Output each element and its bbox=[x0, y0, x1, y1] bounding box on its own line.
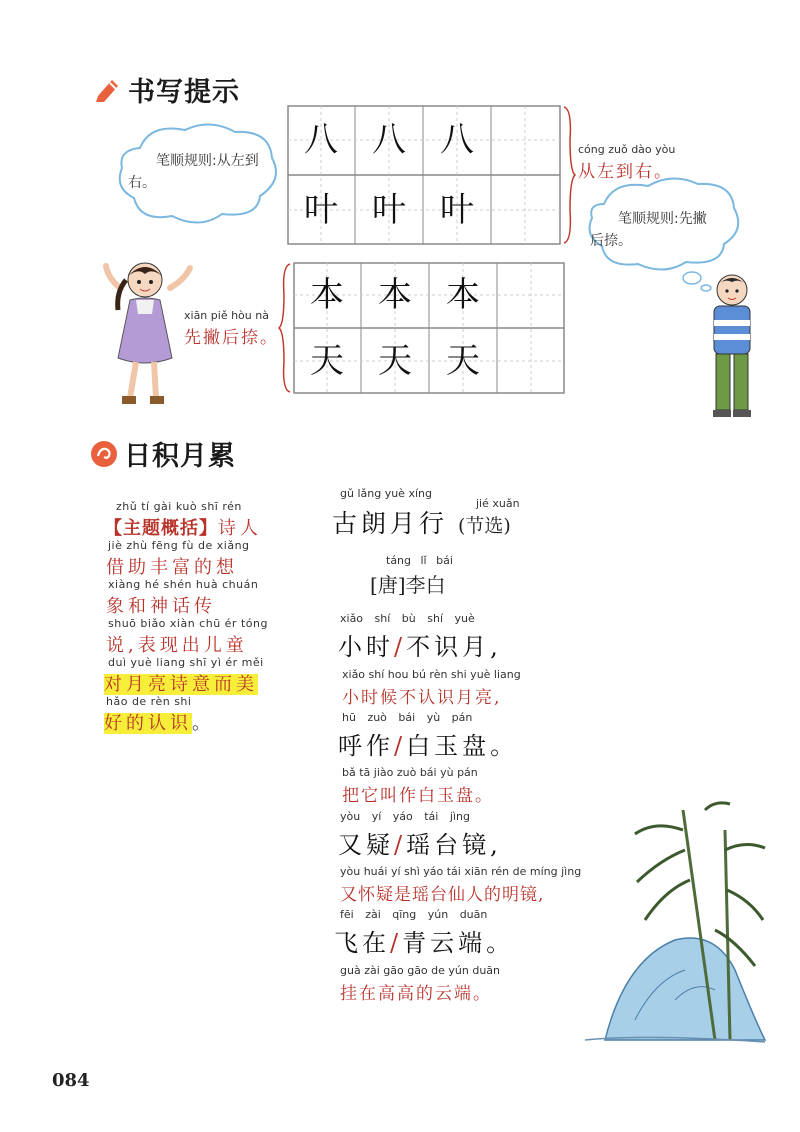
poem-translation: 小时候不认识月亮, bbox=[342, 688, 502, 708]
summary-label: 【主题概括】 bbox=[104, 518, 218, 539]
summary-text: 诗人 bbox=[218, 518, 262, 539]
grid-char: 八 bbox=[440, 120, 474, 160]
bamboo-illustration bbox=[565, 790, 770, 1050]
summary-pinyin: xiàng hé shén huà chuán bbox=[108, 578, 259, 591]
grid-char: 本 bbox=[310, 275, 344, 315]
grid-char: 天 bbox=[378, 341, 412, 381]
bubble-right-text: 笔顺规则:先撇后捺。 bbox=[590, 211, 707, 249]
translation-pinyin: xiǎo shí hou bú rèn shi yuè liang bbox=[342, 668, 521, 681]
pencil-icon bbox=[94, 74, 124, 104]
annotation-bottom-pinyin: xiān piě hòu nà bbox=[184, 309, 269, 322]
poem-line-part: 小时 bbox=[338, 633, 394, 661]
summary-text: 说,表现出儿童 bbox=[106, 635, 248, 656]
grid-char: 天 bbox=[446, 341, 480, 381]
summary-pinyin: shuō biǎo xiàn chū ér tóng bbox=[108, 617, 268, 630]
summary-text: 借助丰富的想 bbox=[106, 557, 238, 578]
writing-grid-top bbox=[287, 105, 561, 245]
poem-title: 古朗月行 bbox=[332, 509, 449, 538]
caesura-mark: / bbox=[394, 732, 407, 760]
poem-line-pinyin: xiǎo shí bù shí yuè bbox=[340, 612, 475, 625]
brace-left bbox=[278, 262, 292, 394]
poem-author: [唐]李白 bbox=[370, 573, 446, 597]
poem-line-pinyin: yòu yí yáo tái jìng bbox=[340, 810, 470, 823]
summary-pinyin: jiè zhù fēng fù de xiǎng bbox=[108, 539, 250, 552]
grid-char: 天 bbox=[310, 341, 344, 381]
bubble-left-text: 笔顺规则:从左到右。 bbox=[128, 153, 259, 191]
poem-translation: 又怀疑是瑶台仙人的明镜, bbox=[340, 885, 545, 905]
annotation-bottom: 先撇后捺。 bbox=[184, 328, 279, 348]
poem-line-pinyin: hū zuò bái yù pán bbox=[342, 711, 473, 724]
brace-right bbox=[562, 105, 576, 245]
summary-text-highlight: 对月亮诗意而美 bbox=[104, 674, 258, 695]
poem-translation: 挂在高高的云端。 bbox=[340, 984, 492, 1004]
poem-excerpt-pinyin: jié xuǎn bbox=[476, 497, 520, 510]
poem-author-pinyin: táng lǐ bái bbox=[386, 554, 453, 567]
grid-char: 八 bbox=[304, 120, 338, 160]
summary-text: 象和神话传 bbox=[106, 596, 216, 617]
caesura-mark: / bbox=[390, 929, 403, 957]
summary-pinyin: zhǔ tí gài kuò shī rén bbox=[116, 500, 242, 513]
girl-illustration bbox=[100, 258, 195, 418]
swirl-icon bbox=[90, 440, 118, 468]
page-number: 084 bbox=[52, 1070, 90, 1091]
translation-pinyin: yòu huái yí shì yáo tái xiān rén de míng jìng bbox=[340, 865, 582, 878]
summary-end: 。 bbox=[192, 713, 214, 734]
translation-pinyin: bǎ tā jiào zuò bái yù pán bbox=[342, 766, 478, 779]
writing-grid-bottom bbox=[293, 262, 565, 394]
translation-pinyin: guà zài gāo gāo de yún duān bbox=[340, 964, 501, 977]
grid-char: 叶 bbox=[440, 190, 474, 230]
poem-line-part: 呼作 bbox=[338, 732, 394, 760]
poem-line bbox=[338, 627, 502, 662]
poem-line-part: 白玉盘。 bbox=[406, 732, 519, 760]
grid-char: 叶 bbox=[304, 190, 338, 230]
grid-char: 八 bbox=[372, 120, 406, 160]
summary-pinyin: duì yuè liang shī yì ér měi bbox=[108, 656, 264, 669]
poem-line-part: 又疑 bbox=[338, 831, 394, 859]
grid-char: 本 bbox=[378, 275, 412, 315]
annotation-top-pinyin: cóng zuǒ dào yòu bbox=[578, 143, 676, 156]
poem-line-part: 不识月, bbox=[406, 633, 502, 661]
poem-line-part: 青云端。 bbox=[402, 929, 515, 957]
poem-line-part: 瑶台镜, bbox=[406, 831, 502, 859]
poem-line-pinyin: fēi zài qīng yún duān bbox=[340, 908, 488, 921]
poem-line bbox=[334, 923, 514, 958]
summary-pinyin: hǎo de rèn shi bbox=[106, 695, 192, 708]
grid-char: 叶 bbox=[372, 190, 406, 230]
boy-illustration bbox=[700, 270, 765, 422]
poem-translation: 把它叫作白玉盘。 bbox=[342, 786, 494, 806]
caesura-mark: / bbox=[394, 831, 407, 859]
summary-text-highlight: 好的认识 bbox=[104, 713, 192, 734]
poem-line bbox=[338, 825, 502, 860]
poem-title-pinyin: gǔ lǎng yuè xíng bbox=[340, 487, 432, 500]
section-title-writing: 书写提示 bbox=[128, 77, 240, 108]
annotation-top: 从左到右。 bbox=[578, 162, 673, 182]
poem-line bbox=[338, 726, 518, 761]
caesura-mark: / bbox=[394, 633, 407, 661]
poem-line-part: 飞在 bbox=[334, 929, 390, 957]
grid-char: 本 bbox=[446, 275, 480, 315]
poem-excerpt: (节选) bbox=[458, 515, 511, 537]
section-title-accumulate: 日积月累 bbox=[124, 441, 236, 472]
